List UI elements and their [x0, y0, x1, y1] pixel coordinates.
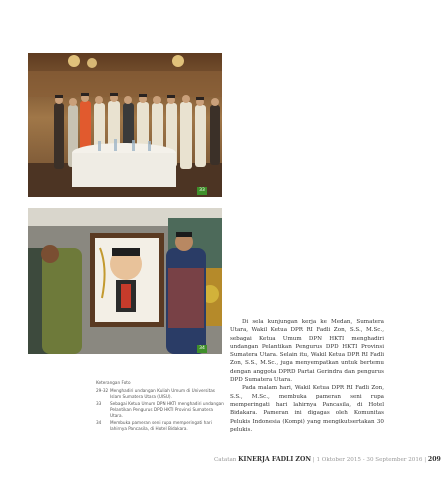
caption-item — [96, 401, 226, 419]
photo-captions — [96, 380, 226, 433]
page-footer — [214, 455, 441, 465]
caption-text: Sebagai Ketua Umum DPN HKTI menghadiri undangan Pelantikan Pengurus DPD HKTI Provinsi Sumatera Utara. — [110, 401, 224, 418]
photo-painting-handover-image — [28, 208, 222, 354]
article-body — [230, 318, 384, 434]
article-paragraph: Di sela kunjungan kerja ke Medan, Sumatera Utara, Wakil Ketua DPR RI Fadli Zon, S.S., M.Sc., sebagai Ketua Umum DPN HKTI menghadiri undangan Pelantikan Pengurus DPD HKTI Provinsi Sumatera Utara. Selain itu, Wakil Ketua DPR RI Fadli Zon, S.S., M.Sc., juga menyempatkan untuk bertemu dengan anggota DPRD Partai Gerindra dan pengurus DPD Sumatera Utara. — [230, 319, 384, 384]
caption-number: 29-32 — [96, 388, 109, 393]
caption-text: Membuka pameran seni rupa memperingati hari lahirnya Pancasila, di Hotel Bidakara. — [110, 420, 212, 431]
photo-painting-handover — [28, 208, 222, 354]
caption-number: 33 — [96, 401, 102, 406]
footer-prefix: Catatan — [214, 457, 237, 463]
caption-text: Menghadiri undangan Kuliah Umum di Universitas Islam Sumatera Utara (UISU). — [110, 388, 215, 399]
photo-group-officials-image — [28, 53, 222, 197]
page-number: 209 — [427, 456, 441, 463]
captions-title: Keterangan Foto — [96, 380, 131, 385]
article-paragraph: Pada malam hari, Wakil Ketua DPR RI Fadli Zon, S.S., M.Sc., membuka pameran seni rupa memperingati hari lahirnya Pancasila, di Hotel Bidakara. Pameran ini digagas oleh Komunitas Pelukis Indonesia (Kompi) yang mengikutsertakan 30 pelukis. — [230, 385, 384, 433]
caption-item — [96, 388, 226, 400]
caption-item — [96, 420, 226, 432]
photo-number-badge: 34 — [197, 345, 207, 353]
caption-number: 34 — [96, 420, 102, 425]
footer-date-range: | 1 Oktober 2015 - 30 September 2016 | — [312, 457, 427, 463]
photo-number-badge: 33 — [197, 187, 207, 195]
photo-group-officials — [28, 53, 222, 197]
footer-brand: KINERJA FADLI ZON — [238, 456, 311, 463]
